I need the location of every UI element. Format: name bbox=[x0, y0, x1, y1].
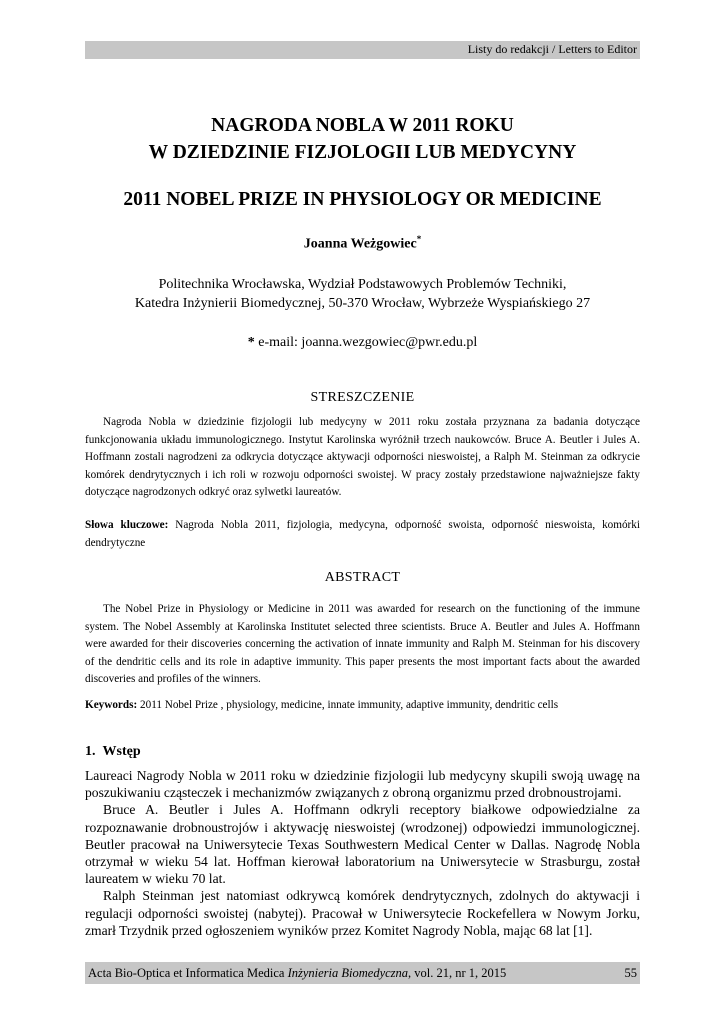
abstract-text: The Nobel Prize in Physiology or Medicine in 2011 was awarded for research on the functioning of the immune system. The Nobel Assembly at Karolinska Institutet selected three scientists. Bruce A. Beutler and Jules A. Hoffmann were awarded for their discoveries concerning the activation of innate immunity and Ralph M. Steinman for his discovery of the dendritic cells and its role in adaptive immunity. This paper presents the most important facts about the awarded discoveries and profiles of the winners. bbox=[85, 603, 640, 686]
title-pl-line1: NAGRODA NOBLA W 2011 ROKU bbox=[211, 115, 514, 136]
contact bbox=[85, 335, 640, 351]
title-pl-line2: W DZIEDZINIE FIZJOLOGII LUB MEDYCYNY bbox=[148, 142, 577, 163]
affiliation-line2: Katedra Inżynierii Biomedycznej, 50-370 Wrocław, Wybrzeże Wyspiańskiego 27 bbox=[134, 296, 591, 311]
journal-volume: , vol. 21, nr 1, 2015 bbox=[408, 966, 507, 980]
streszczenie-heading: STRESZCZENIE bbox=[310, 390, 415, 405]
email-link[interactable]: e-mail: joanna.wezgowiec@pwr.edu.pl bbox=[258, 335, 478, 350]
section-number: 1. bbox=[85, 744, 96, 759]
author bbox=[85, 234, 640, 253]
title-en: 2011 NOBEL PRIZE IN PHYSIOLOGY OR MEDICINE bbox=[123, 189, 602, 210]
contact-mark: * bbox=[247, 335, 255, 350]
abstract-heading: ABSTRACT bbox=[324, 570, 401, 585]
running-title: Listy do redakcji / Letters to Editor bbox=[467, 42, 637, 56]
section-heading bbox=[85, 744, 141, 760]
running-header bbox=[85, 41, 640, 59]
paragraph: Bruce A. Beutler i Jules A. Hoffmann odkryli receptory białkowe odpowiedzialne za rozpoznawanie drobnoustrojów i aktywację nieswoistej (wrodzonej) odpowiedzi immunologicznej. Beutler pracował na Uniwersytecie Texas Southwestern Medical Center w Dallas. Nagrodę Nobla otrzymał w wieku 54 lat. Hoffman kierował laboratorium na Uniwersytecie w Strasburgu, został laureatem w wieku 70 lat. bbox=[85, 802, 640, 887]
page-number: 55 bbox=[624, 966, 637, 980]
streszczenie-text: Nagroda Nobla w dziedzinie fizjologii lub medycyny w 2011 roku została przyznana za badania dotyczące funkcjonowania układu immunologicznego. Instytut Karolinska wyróżnił trzech naukowców. Bruce A. Beutler i Jules A. Hoffmann zostali nagrodzeni za odkrycia dotyczące aktywacji odporności nieswoistej, a Ralph M. Steinman za odkrycie komórek dendrytycznych i ich roli w rozwoju odporności swoistej. W pracy zostały przedstawione najważniejsze fakty dotyczące nagrodzonych odkryć oraz sylwetki laureatów. bbox=[85, 416, 640, 499]
streszczenie-keywords bbox=[85, 517, 640, 552]
journal-name: Acta Bio-Optica et Informatica Medica bbox=[88, 966, 285, 980]
author-name: Joanna Weżgowiec bbox=[303, 236, 417, 252]
journal-subtitle: Inżynieria Biomedyczna bbox=[287, 966, 409, 980]
journal-citation bbox=[88, 966, 506, 981]
keywords-pl: Nagroda Nobla 2011, fizjologia, medycyna, odporność swoista, odporność nieswoista, komórki dendrytyczne bbox=[85, 519, 640, 549]
section-body bbox=[85, 767, 640, 939]
paragraph: Ralph Steinman jest natomiast odkrywcą komórek dendrytycznych, zdolnych do aktywacji i regulacji odporności swoistej (nabytej). Pracował w Uniwersytecie Rockefellera w Nowym Jorku, zmarł Trzydnik przed ogłoszeniem wyników przez Komitet Nagrody Nobla, mając 68 lat [1]. bbox=[85, 888, 640, 938]
author-mark: * bbox=[416, 234, 422, 244]
keywords-label-en: Keywords: bbox=[85, 699, 138, 711]
keywords-label-pl: Słowa kluczowe: bbox=[85, 519, 169, 531]
footer bbox=[85, 962, 640, 984]
section-title: Wstęp bbox=[102, 744, 141, 759]
title-pl bbox=[85, 112, 640, 166]
abstract-keywords bbox=[85, 697, 640, 715]
paragraph: Laureaci Nagrody Nobla w 2011 roku w dziedzinie fizjologii lub medycyny skupili swoją uwagę na poszukiwaniu cząsteczek i mechanizmów związanych z obroną organizmu przed drobnoustrojami. bbox=[85, 768, 640, 801]
affiliation bbox=[85, 275, 640, 313]
keywords-en: 2011 Nobel Prize , physiology, medicine, innate immunity, adaptive immunity, dendritic cells bbox=[140, 699, 559, 711]
affiliation-line1: Politechnika Wrocławska, Wydział Podstawowych Problemów Techniki, bbox=[158, 277, 567, 292]
